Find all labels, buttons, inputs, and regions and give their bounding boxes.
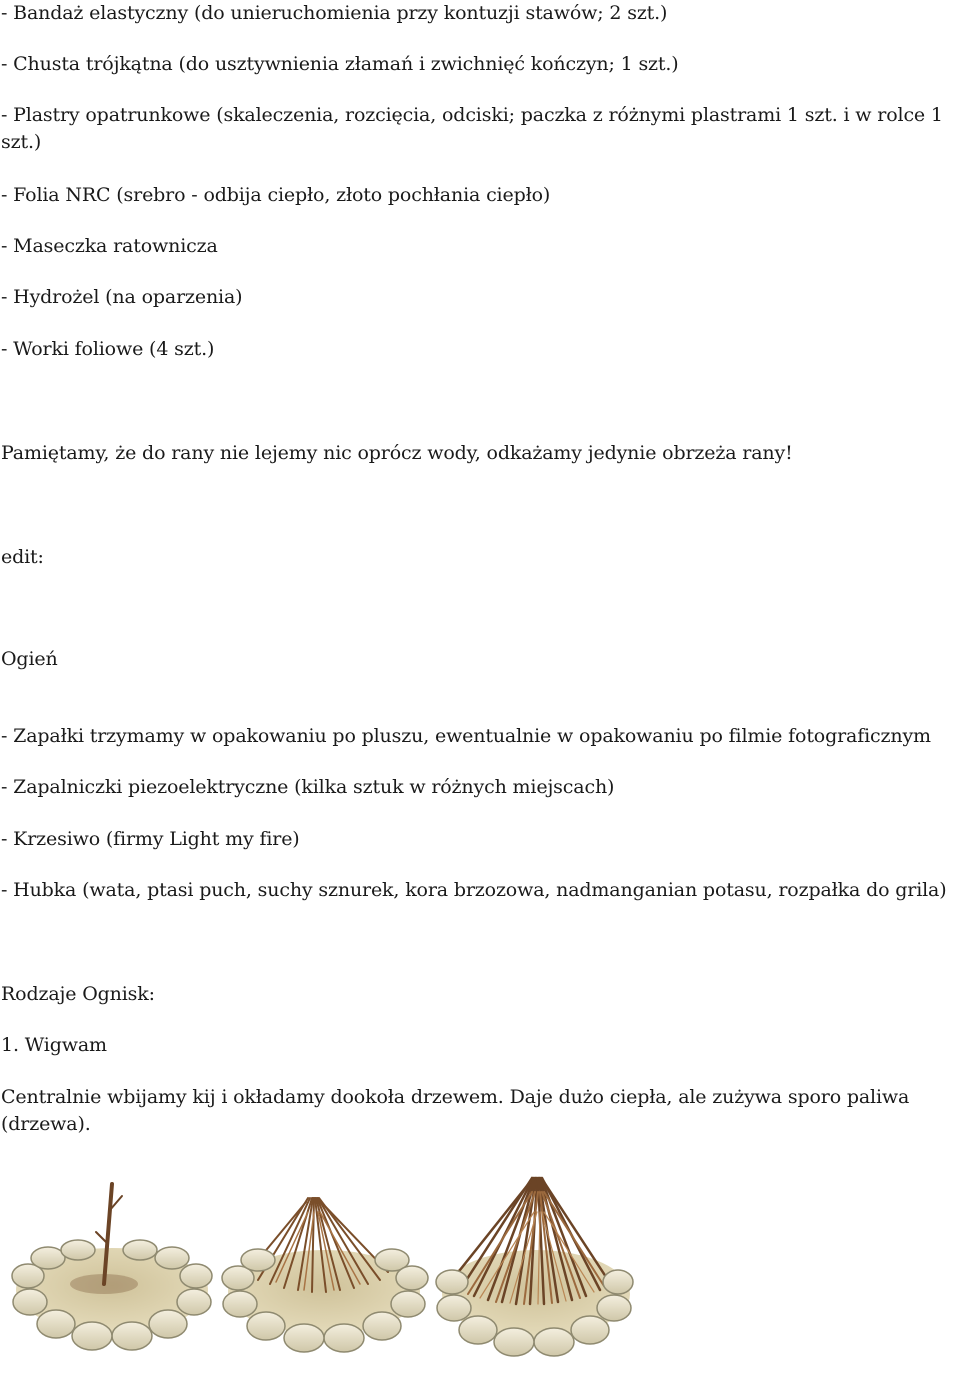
campfire-types-heading: Rodzaje Ognisk: <box>1 983 155 1005</box>
fire-item-matches: - Zapałki trzymamy w opakowaniu po pluszu, ewentualnie w opakowaniu po filmie fotograficznym <box>1 725 931 747</box>
wigwam-title: 1. Wigwam <box>1 1034 107 1056</box>
first-aid-item-triangular-bandage: - Chusta trójkątna (do usztywnienia złamań i zwichnięć kończyn; 1 szt.) <box>1 53 679 75</box>
step-2-small-wigwam <box>222 1198 428 1352</box>
first-aid-item-rescue-mask: - Maseczka ratownicza <box>1 235 218 257</box>
step-1-central-stake <box>12 1184 212 1350</box>
first-aid-item-nrc-foil: - Folia NRC (srebro - odbija ciepło, złoto pochłania ciepło) <box>1 184 551 206</box>
wigwam-building-steps-illustration <box>8 1172 634 1383</box>
fire-heading: Ogień <box>1 648 58 670</box>
first-aid-item-plasters: - Plastry opatrunkowe (skaleczenia, rozcięcia, odciski; paczka z różnymi plastrami 1 szt. i w rolce 1 szt.) <box>1 104 943 153</box>
fire-item-lighters: - Zapalniczki piezoelektryczne (kilka sztuk w różnych miejscach) <box>1 776 615 798</box>
wigwam-description: Centralnie wbijamy kij i okładamy dookoła drzewem. Daje dużo ciepła, ale zużywa sporo paliwa (drzewa). <box>1 1086 910 1135</box>
first-aid-item-bandage: - Bandaż elastyczny (do unieruchomienia przy kontuzji stawów; 2 szt.) <box>1 2 668 24</box>
first-aid-item-plastic-bags: - Worki foliowe (4 szt.) <box>1 338 215 360</box>
first-aid-item-hydrogel: - Hydrożel (na oparzenia) <box>1 286 243 308</box>
edit-label: edit: <box>1 546 44 568</box>
wound-reminder: Pamiętamy, że do rany nie lejemy nic oprócz wody, odkażamy jedynie obrzeża rany! <box>1 442 793 464</box>
fire-item-tinder: - Hubka (wata, ptasi puch, suchy sznurek, kora brzozowa, nadmanganian potasu, rozpałka do grila) <box>1 879 947 901</box>
step-3-full-wigwam <box>436 1178 633 1356</box>
fire-item-ferro-rod: - Krzesiwo (firmy Light my fire) <box>1 828 300 850</box>
